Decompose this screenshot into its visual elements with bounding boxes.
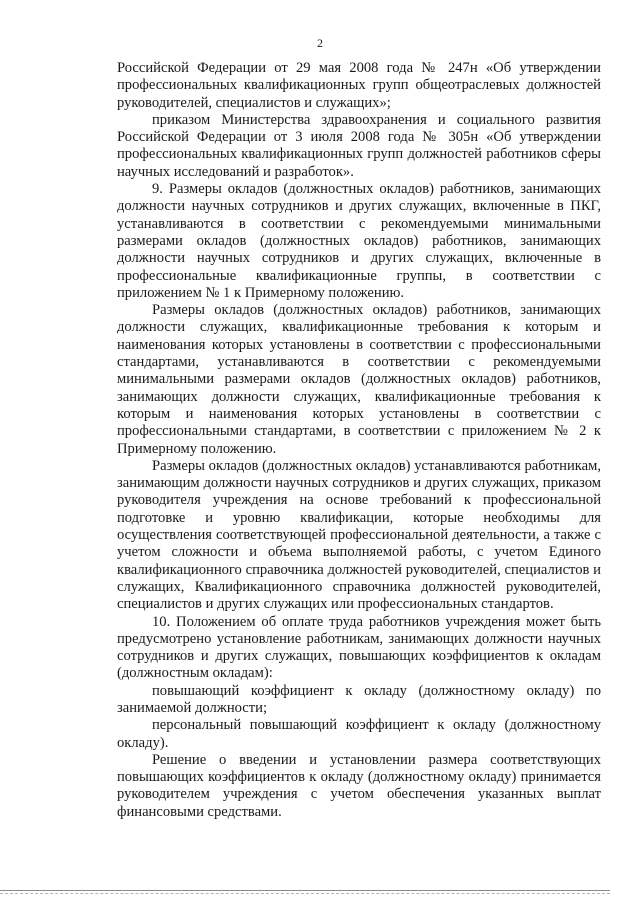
- footer-divider: [0, 890, 610, 891]
- footer-scan-line: [0, 893, 610, 894]
- paragraph-coefficient-decision: Решение о введении и установлении размера соответствующих повышающих коэффициентов к окладу (должностному окладу) принимается руководителем учреждения с учетом обеспечения указанных выплат финансовыми средствами.: [117, 751, 601, 820]
- document-body: [117, 60, 601, 821]
- paragraph-professional-standards-salaries: Размеры окладов (должностных окладов) работников, занимающих должности служащих, квалификационные требования к которым и наименования которых установлены в соответствии с профессиональными стандартами, устанавливаются в соответствии с рекомендуемыми минимальными размерами окладов (должностных окладов) работников, занимающих должности служащих, квалификационные требования к которым и наименования которых установлены в соответствии с профессиональными стандартами, в соответствии с приложением № 2 к Примерному положению.: [117, 302, 601, 457]
- list-item-personal-coefficient: персональный повышающий коэффициент к окладу (должностному окладу).: [117, 717, 601, 751]
- paragraph-continuation: Российской Федерации от 29 мая 2008 года № 247н «Об утверждении профессиональных квалификационных групп общеотраслевых должностей руководителей, специалистов и служащих»;: [117, 60, 601, 111]
- paragraph-salary-establishment: Размеры окладов (должностных окладов) устанавливаются работникам, занимающим должности научных сотрудников и других служащих, приказом руководителя учреждения на основе требований к профессиональной подготовке и уровню квалификации, которые необходимы для осуществления соответствующей профессиональной деятельности, а также с учетом сложности и объема выполняемой работы, с учетом Единого квалификационного справочника должностей руководителей, специалистов и служащих, Квалификационного справочника должностей руководителей, специалистов и других служащих или профессиональных стандартов.: [117, 457, 601, 613]
- page-number: 2: [317, 36, 323, 50]
- paragraph-clause-9: 9. Размеры окладов (должностных окладов) работников, занимающих должности научных сотрудников и других служащих, включенные в ПКГ, устанавливаются в соответствии с рекомендуемыми минимальными размерами окладов (должностных окладов) работников, занимающих должности научных сотрудников и других служащих, включенные в профессиональные квалификационные группы, в соответствии с приложением № 1 к Примерному положению.: [117, 181, 601, 301]
- list-item-position-coefficient: повышающий коэффициент к окладу (должностному окладу) по занимаемой должности;: [117, 682, 601, 716]
- paragraph-order-305n: приказом Министерства здравоохранения и социального развития Российской Федерации от 3 июля 2008 года № 305н «Об утверждении профессиональных квалификационных групп должностей работников сферы научных исследований и разработок».: [117, 111, 601, 180]
- paragraph-clause-10: 10. Положением об оплате труда работников учреждения может быть предусмотрено установление работникам, занимающих должности научных сотрудников и других служащих, повышающих коэффициентов к окладам (должностным окладам):: [117, 613, 601, 682]
